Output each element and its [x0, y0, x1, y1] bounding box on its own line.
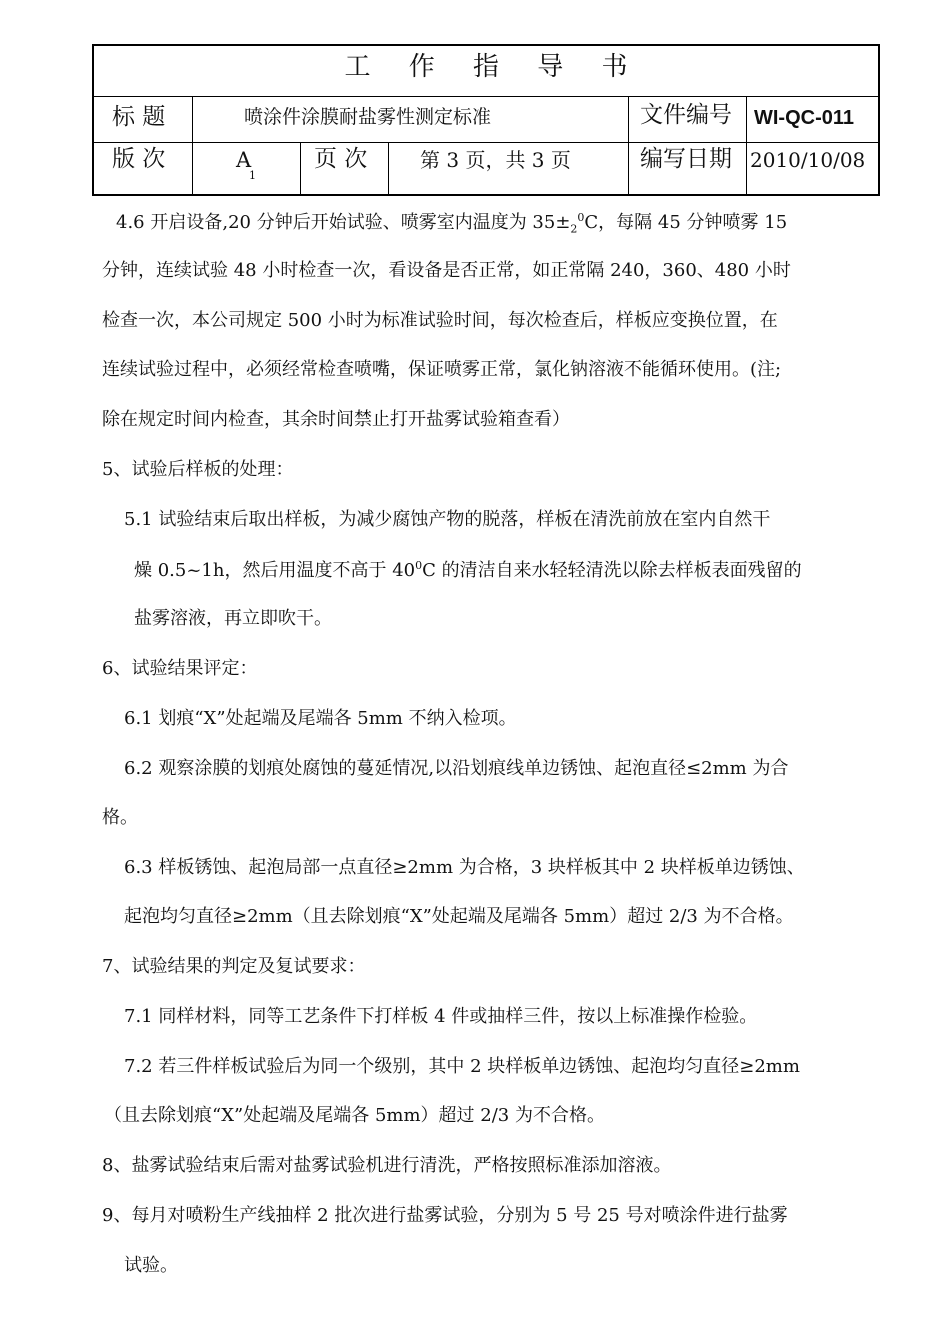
title-label: 标 题	[112, 104, 166, 130]
paragraph-line: 盐雾溶液，再立即吹干。	[134, 608, 332, 629]
text-run: 4.6 开启设备,20 分钟后开始试验、喷雾室内温度为 35±	[116, 212, 571, 233]
section-heading: 7、试验结果的判定及复试要求：	[102, 956, 366, 977]
page-value: 第 3 页，共 3 页	[420, 148, 571, 172]
paragraph-line: 检查一次，本公司规定 500 小时为标准试验时间，每次检查后，样板应变换位置，在	[102, 310, 778, 331]
page-label: 页 次	[314, 146, 368, 172]
paragraph-line: 分钟，连续试验 48 小时检查一次，看设备是否正常，如正常隔 240，360、480 小时	[102, 260, 791, 281]
paragraph-line: （且去除划痕“X”处起端及尾端各 5mm）超过 2/3 为不合格。	[104, 1105, 605, 1126]
paragraph-line: 试验。	[124, 1255, 178, 1276]
section-heading: 6、试验结果评定：	[102, 658, 258, 679]
paragraph-line: 5.1 试验结束后取出样板，为减少腐蚀产物的脱落，样板在清洗前放在室内自然干	[124, 509, 771, 530]
date-label: 编写日期	[640, 146, 732, 172]
text-run: C 的清洁自来水轻轻清洗以除去样板表面残留的	[422, 560, 802, 581]
paragraph-line: 6.3 样板锈蚀、起泡局部一点直径≥2mm 为合格，3 块样板其中 2 块样板单边锈蚀、	[124, 857, 805, 878]
paragraph-line: 7.1 同样材料，同等工艺条件下打样板 4 件或抽样三件，按以上标准操作检验。	[124, 1006, 758, 1027]
paragraph-line: 7.2 若三件样板试验后为同一个级别，其中 2 块样板单边锈蚀、起泡均匀直径≥2mm	[124, 1056, 800, 1077]
paragraph-line: 除在规定时间内检查，其余时间禁止打开盐雾试验箱查看）	[102, 409, 570, 430]
date-value: 2010/10/08	[750, 148, 866, 172]
version-value: A	[236, 148, 252, 172]
text-run: 燥 0.5~1h，然后用温度不高于 40	[134, 560, 416, 581]
paragraph-line: 格。	[102, 807, 138, 828]
paragraph-line	[134, 560, 802, 580]
section-heading: 5、试验后样板的处理：	[102, 459, 294, 480]
section-heading: 9、每月对喷粉生产线抽样 2 批次进行盐雾试验，分别为 5 号 25 号对喷涂件进行盐雾	[102, 1205, 788, 1226]
paragraph-line	[116, 212, 787, 235]
paragraph-line: 起泡均匀直径≥2mm（且去除划痕“X”处起端及尾端各 5mm）超过 2/3 为不合格。	[124, 906, 794, 927]
document-title: 工 作 指 导 书	[344, 52, 628, 82]
paragraph-line: 连续试验过程中，必须经常检查喷嘴，保证喷雾正常，氯化钠溶液不能循环使用。(注;	[102, 359, 782, 380]
paragraph-line: 6.1 划痕“X”处起端及尾端各 5mm 不纳入检项。	[124, 708, 517, 729]
version-subscript: 1	[249, 169, 256, 182]
text-run: 0	[577, 211, 585, 224]
file-number-label: 文件编号	[640, 102, 732, 128]
title-value: 喷涂件涂膜耐盐雾性测定标准	[244, 106, 492, 128]
section-heading: 8、盐雾试验结束后需对盐雾试验机进行清洗，严格按照标准添加溶液。	[102, 1155, 672, 1176]
text-run: 0	[415, 559, 423, 572]
paragraph-line: 6.2 观察涂膜的划痕处腐蚀的蔓延情况,以沿划痕线单边锈蚀、起泡直径≤2mm 为合	[124, 758, 789, 779]
text-run: 2	[570, 222, 578, 236]
text-run: C，每隔 45 分钟喷雾 15	[584, 212, 788, 233]
file-number-value: WI-QC-011	[754, 107, 855, 129]
version-label: 版 次	[112, 146, 166, 172]
